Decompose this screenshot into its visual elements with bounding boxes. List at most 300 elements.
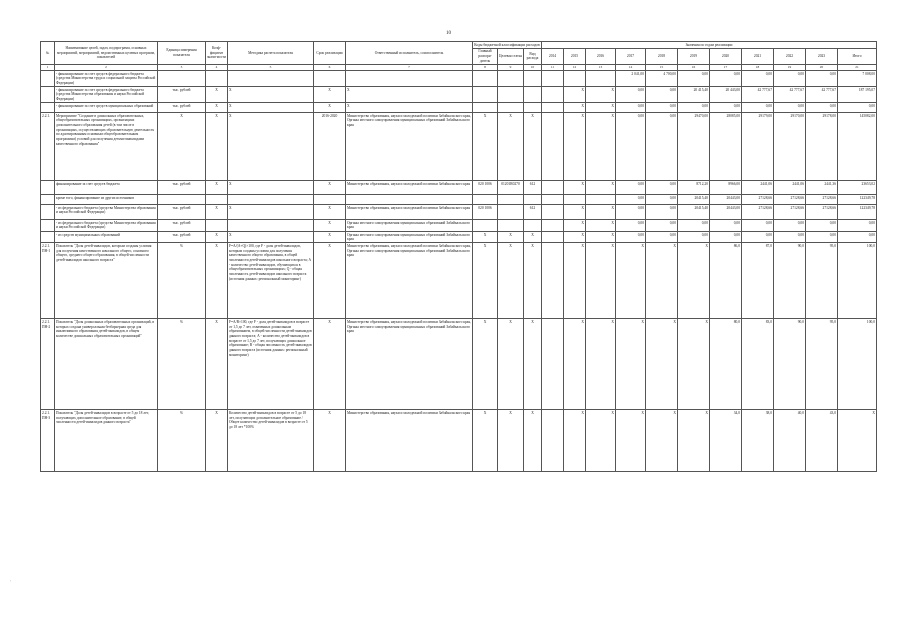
row-year-value: 95,0 xyxy=(806,319,838,410)
row-number xyxy=(41,195,55,205)
row-budget-vr: Х xyxy=(524,232,542,243)
row-year-value xyxy=(542,243,564,319)
column-number: 20 xyxy=(806,64,838,70)
row-year-value: 0,00 xyxy=(616,232,646,243)
row-method xyxy=(228,220,314,232)
row-year-value: 20 443,00 xyxy=(710,87,742,103)
header-year: 2019 xyxy=(678,48,710,64)
header-year: 2022 xyxy=(774,48,806,64)
row-period: Х xyxy=(314,220,346,232)
row-year-value: Х xyxy=(616,243,646,319)
row-name: Мероприятие "Создание в дошкольных образовательных, общеобразовательных организациях, организациях дополнительного образования детей (в том числе в организациях, осуществляющих образовательную деятельность по адаптированным основным общеобразовательным программам) условий для получения детьми-инвалидами качественного образования" xyxy=(55,113,158,181)
row-executor: Министерство образования, науки и молодежной политики Забайкальского края, Органы местного самоуправления муниципальных образований Забайкальского края xyxy=(346,113,473,181)
row-year-value: 0,00 xyxy=(646,87,678,103)
column-number: 17 xyxy=(710,64,742,70)
header-total: Итого xyxy=(838,48,877,64)
column-number: 19 xyxy=(774,64,806,70)
header-method: Методика расчета показателя xyxy=(228,42,314,65)
row-method: Х xyxy=(228,181,314,195)
row-budget-vr xyxy=(524,71,542,87)
row-method: Количество детей-инвалидов в возрасте от 5 до 18 лет, получающих дополнительное образование / Общее количество детей-инвалидов в возрасте от 5 до 18 лет *100% xyxy=(228,410,314,472)
header-executor: Ответственный исполнитель, соисполнитель xyxy=(346,42,473,65)
table-row xyxy=(41,113,877,181)
row-budget-gr: 020 1006 xyxy=(473,205,498,220)
row-year-value xyxy=(542,181,564,195)
table-row xyxy=(41,103,877,113)
row-year-value xyxy=(542,103,564,113)
row-year-value: 80,0 xyxy=(710,319,742,410)
row-method: F=A/(A+Q)×100, где F - доля детей-инвалидов, которым созданы условия для получения качественного общего образования, в общей численности детей-инвалидов школьного возраста; А - количество детей-инвалидов, обучающихся в общеобразовательных организациях; Q - общая численность детей-инвалидов школьного возраста (источник данных: региональный мониторинг) xyxy=(228,243,314,319)
row-year-value xyxy=(542,195,564,205)
row-year-value: 27128,66 xyxy=(806,205,838,220)
row-year-value xyxy=(542,205,564,220)
header-year: 2020 xyxy=(710,48,742,64)
row-coef xyxy=(206,220,228,232)
row-year-value: 87,0 xyxy=(742,243,774,319)
row-budget-ts xyxy=(498,205,524,220)
column-number: 2 xyxy=(55,64,158,70)
row-unit: тыс. рублей xyxy=(158,87,206,103)
header-budget-col: Главный распоря-дитель xyxy=(473,48,498,64)
column-number: 7 xyxy=(346,64,473,70)
row-total: 0,00 xyxy=(838,232,877,243)
table-body xyxy=(41,71,877,472)
row-name: финансирование за счет средств бюджета xyxy=(55,181,158,195)
row-year-value: 27128,66 xyxy=(806,195,838,205)
row-year-value: 0,00 xyxy=(774,103,806,113)
row-total: Х xyxy=(838,410,877,472)
row-coef: Х xyxy=(206,205,228,220)
row-year-value: 20415,40 xyxy=(678,205,710,220)
row-year-value: 0,00 xyxy=(774,71,806,87)
row-year-value: Х xyxy=(586,410,616,472)
table-row xyxy=(41,71,877,87)
row-period: Х xyxy=(314,181,346,195)
row-year-value: 20443,00 xyxy=(710,205,742,220)
row-year-value: Х xyxy=(586,181,616,195)
row-year-value xyxy=(542,319,564,410)
row-year-value: Х xyxy=(586,243,616,319)
row-year-value xyxy=(542,113,564,181)
row-unit: тыс. рублей xyxy=(158,103,206,113)
row-executor: Органы местного самоуправления муниципальных образований Забайкальского края xyxy=(346,220,473,232)
page-number: 10 xyxy=(446,31,451,36)
row-method xyxy=(228,195,314,205)
row-year-value xyxy=(542,232,564,243)
row-budget-vr xyxy=(524,220,542,232)
row-year-value: Х xyxy=(586,232,616,243)
header-year: 2018 xyxy=(646,48,678,64)
row-year-value: Х xyxy=(586,220,616,232)
row-year-value: 20443,00 xyxy=(710,195,742,205)
row-method: F=A/B×100, где F - доля детей-инвалидов в возрасте от 1,5 до 7 лет, охваченных дошкольным образованием, в общей численности детей-инвалидов данного возраста; А - количество детей-инвалидов в возрасте от 1,5 до 7 лет, получающих дошкольное образование; В - общая численность детей-инвалидов данного возраста (источник данных: региональный мониторинг) xyxy=(228,319,314,410)
row-year-value: 0,00 xyxy=(774,220,806,232)
row-name: Показатель "Доля детей-инвалидов в возрасте от 5 до 18 лет, получающих дополнительное образование, в общей численности детей-инвалидов данного возраста" xyxy=(55,410,158,472)
row-year-value: 42 777,67 xyxy=(742,87,774,103)
row-year-value: Х xyxy=(678,243,710,319)
header-name: Наименование целей, задач, подпрограмм, основных мероприятий, мероприятий, ведомственных целевых программ, показателей xyxy=(55,42,158,65)
table-row xyxy=(41,232,877,243)
row-year-value: 0,00 xyxy=(742,103,774,113)
row-unit xyxy=(158,195,206,205)
row-number xyxy=(41,181,55,195)
column-number: 1 xyxy=(41,64,55,70)
row-coef: Х xyxy=(206,319,228,410)
row-year-value: 29178,00 xyxy=(806,113,838,181)
row-year-value: Х xyxy=(586,103,616,113)
row-year-value: 0,00 xyxy=(646,195,678,205)
row-year-value: 0,00 xyxy=(678,232,710,243)
row-method: Х xyxy=(228,205,314,220)
row-year-value: 86,0 xyxy=(710,243,742,319)
row-budget-gr: Х xyxy=(473,113,498,181)
row-year-value: 20 415,40 xyxy=(678,87,710,103)
program-table xyxy=(40,41,877,472)
row-budget-vr: Х xyxy=(524,410,542,472)
row-year-value: 42 777,67 xyxy=(774,87,806,103)
row-year-value: 0,00 xyxy=(646,103,678,113)
column-number: 11 xyxy=(542,64,564,70)
row-unit: тыс. рублей xyxy=(158,220,206,232)
row-year-value: 0,00 xyxy=(616,195,646,205)
row-year-value: 0,00 xyxy=(616,87,646,103)
row-year-value: Х xyxy=(586,87,616,103)
row-year-value xyxy=(586,71,616,87)
row-budget-ts: Х xyxy=(498,410,524,472)
row-period xyxy=(314,71,346,87)
row-total: 187 195,07 xyxy=(838,87,877,103)
row-total: 0,00 xyxy=(838,220,877,232)
row-period xyxy=(314,195,346,205)
row-year-value: 0,00 xyxy=(710,232,742,243)
row-period: 2016-2020 xyxy=(314,113,346,181)
column-number: 6 xyxy=(314,64,346,70)
row-year-value xyxy=(586,195,616,205)
row-year-value: 0,00 xyxy=(806,71,838,87)
row-year-value: 2441,36 xyxy=(806,181,838,195)
row-total: 100,0 xyxy=(838,319,877,410)
row-year-value: Х xyxy=(564,319,586,410)
row-coef: Х xyxy=(206,87,228,103)
row-total: 23653,02 xyxy=(838,181,877,195)
header-unit: Единица измерения показателя xyxy=(158,42,206,65)
row-budget-gr: 020 1006 xyxy=(473,181,498,195)
row-number xyxy=(41,220,55,232)
row-year-value: 0,00 xyxy=(678,71,710,87)
row-year-value: 90,0 xyxy=(774,243,806,319)
row-year-value: 43,0 xyxy=(806,410,838,472)
row-year-value: 0,00 xyxy=(616,103,646,113)
row-year-value: Х xyxy=(646,410,678,472)
row-year-value: 28085,00 xyxy=(710,113,742,181)
row-budget-vr: Х xyxy=(524,319,542,410)
row-method: Х xyxy=(228,87,314,103)
row-year-value: 27128,66 xyxy=(774,195,806,205)
row-year-value: 0,00 xyxy=(646,113,678,181)
row-year-value: 34,0 xyxy=(710,410,742,472)
header-values-group: Значения по годам реализации xyxy=(542,42,877,49)
row-total: 100,0 xyxy=(838,243,877,319)
row-number: 2.2.1. ПН-1 xyxy=(41,243,55,319)
row-year-value: Х xyxy=(564,205,586,220)
header-year: 2015 xyxy=(564,48,586,64)
row-year-value: 0,00 xyxy=(742,71,774,87)
header-budget-group: Коды бюджетной классификации расходов xyxy=(474,42,540,47)
row-executor: Министерство образования, науки и молодежной политики Забайкальского края xyxy=(346,205,473,220)
row-executor: Х xyxy=(346,103,473,113)
row-year-value: 2441,06 xyxy=(742,181,774,195)
column-number: 15 xyxy=(646,64,678,70)
row-year-value: Х xyxy=(586,205,616,220)
column-number: 21 xyxy=(838,64,877,70)
row-coef xyxy=(206,195,228,205)
row-executor: Министерство образования, науки и молодежной политики Забайкальского края xyxy=(346,410,473,472)
row-budget-vr: Х xyxy=(524,243,542,319)
row-coef: Х xyxy=(206,113,228,181)
table-row xyxy=(41,319,877,410)
row-coef: Х xyxy=(206,103,228,113)
row-budget-ts xyxy=(498,71,524,87)
row-number: 2.2.1. xyxy=(41,113,55,181)
row-number xyxy=(41,103,55,113)
row-year-value: 0,00 xyxy=(616,181,646,195)
row-number: 2.2.1. ПН-2 xyxy=(41,319,55,410)
row-year-value: Х xyxy=(564,232,586,243)
row-budget-ts: Х xyxy=(498,243,524,319)
row-coef: Х xyxy=(206,232,228,243)
row-name: - финансирование за счет средств федерального бюджета (средства Министерства труда и социальной защиты Российской Федерации) xyxy=(55,71,158,87)
row-budget-ts: Х xyxy=(498,113,524,181)
row-year-value: Х xyxy=(646,319,678,410)
row-unit: % xyxy=(158,243,206,319)
row-budget-ts xyxy=(498,103,524,113)
row-executor xyxy=(346,71,473,87)
row-method: Х xyxy=(228,113,314,181)
row-total: 7 008,00 xyxy=(838,71,877,87)
row-budget-vr: 612 xyxy=(524,205,542,220)
row-coef xyxy=(206,71,228,87)
corner-mark: , xyxy=(10,577,11,582)
row-year-value: 40,0 xyxy=(774,410,806,472)
row-year-value: Х xyxy=(616,410,646,472)
row-year-value xyxy=(564,71,586,87)
row-budget-gr xyxy=(473,87,498,103)
row-year-value: 95,0 xyxy=(806,243,838,319)
row-year-value: Х xyxy=(564,87,586,103)
row-budget-ts xyxy=(498,220,524,232)
table-row xyxy=(41,181,877,195)
row-year-value: Х xyxy=(564,243,586,319)
row-year-value: Х xyxy=(616,319,646,410)
row-budget-gr xyxy=(473,103,498,113)
row-year-value: Х xyxy=(586,113,616,181)
row-budget-vr xyxy=(524,103,542,113)
row-year-value: 27128,66 xyxy=(742,195,774,205)
row-year-value: 0,00 xyxy=(678,220,710,232)
row-year-value: 0,00 xyxy=(710,71,742,87)
column-number: 10 xyxy=(524,64,542,70)
row-year-value: 0,00 xyxy=(742,220,774,232)
row-unit: тыс. рублей xyxy=(158,181,206,195)
row-name: - из федерального бюджета (средства Министерства образования и науки Российской Федерации) xyxy=(55,220,158,232)
row-budget-vr: Х xyxy=(524,113,542,181)
row-year-value: Х xyxy=(586,319,616,410)
row-period: Х xyxy=(314,232,346,243)
header-row-1 xyxy=(41,42,877,49)
row-year-value: 0,00 xyxy=(742,232,774,243)
row-name: Показатель "Доля детей-инвалидов, которым созданы условия для получения качественного начального общего, основного общего, среднего общего образования, в общей численности детей-инвалидов школьного возраста" xyxy=(55,243,158,319)
row-year-value: Х xyxy=(678,410,710,472)
row-year-value: 8712,20 xyxy=(678,181,710,195)
row-budget-vr xyxy=(524,195,542,205)
row-total: 145082,00 xyxy=(838,113,877,181)
row-name: - финансирование за счет средств муниципальных образований xyxy=(55,103,158,113)
row-budget-vr xyxy=(524,87,542,103)
row-year-value: Х xyxy=(678,319,710,410)
row-year-value: 2441,06 xyxy=(774,181,806,195)
table-row xyxy=(41,410,877,472)
column-number: 13 xyxy=(586,64,616,70)
row-year-value: Х xyxy=(564,220,586,232)
header-year: 2016 xyxy=(586,48,616,64)
row-year-value: Х xyxy=(564,181,586,195)
row-total: 0,00 xyxy=(838,103,877,113)
row-year-value: Х xyxy=(564,410,586,472)
header-year: 2014 xyxy=(542,48,564,64)
row-unit: Х xyxy=(158,113,206,181)
row-name: - из федерального бюджета (средства Министерства образования и науки Российской Федерации) xyxy=(55,205,158,220)
table-row xyxy=(41,195,877,205)
table-row xyxy=(41,87,877,103)
column-number: 9 xyxy=(498,64,524,70)
row-name: Показатель "Доля дошкольных образовательных организаций, в которых создана универсальная безбарьерная среда для инклюзивного образования детей-инвалидов, в общем количестве дошкольных образовательных организаций" xyxy=(55,319,158,410)
row-executor: Министерство образования, науки и молодежной политики Забайкальского края, Органы местного самоуправления муниципальных образований Забайкальского края xyxy=(346,243,473,319)
row-unit: тыс. рублей xyxy=(158,205,206,220)
row-year-value: 90,0 xyxy=(774,319,806,410)
row-name: - из средств муниципальных образований xyxy=(55,232,158,243)
header-period: Срок реализации xyxy=(314,42,346,65)
row-budget-gr: Х xyxy=(473,319,498,410)
row-year-value: 4 700,00 xyxy=(646,71,678,87)
row-number xyxy=(41,232,55,243)
row-unit xyxy=(158,71,206,87)
row-budget-ts xyxy=(498,195,524,205)
row-method: Х xyxy=(228,232,314,243)
row-year-value: 0,00 xyxy=(646,205,678,220)
table-row xyxy=(41,220,877,232)
row-year-value: Х xyxy=(564,113,586,181)
row-year-value: 0,00 xyxy=(646,232,678,243)
row-year-value xyxy=(542,410,564,472)
table-row xyxy=(41,205,877,220)
row-period: Х xyxy=(314,410,346,472)
row-total: 122349,78 xyxy=(838,205,877,220)
row-year-value: 27128,66 xyxy=(742,205,774,220)
row-year-value: 0,00 xyxy=(646,181,678,195)
row-year-value: 29470,00 xyxy=(678,113,710,181)
column-number: 3 xyxy=(158,64,206,70)
column-number: 8 xyxy=(473,64,498,70)
row-year-value: Х xyxy=(646,243,678,319)
column-number: 18 xyxy=(742,64,774,70)
row-budget-gr: Х xyxy=(473,410,498,472)
row-year-value: 0,00 xyxy=(616,205,646,220)
column-number: 14 xyxy=(616,64,646,70)
row-period: Х xyxy=(314,243,346,319)
row-year-value: 0,00 xyxy=(646,220,678,232)
column-number: 16 xyxy=(678,64,710,70)
row-unit: тыс. рублей xyxy=(158,232,206,243)
row-year-value: 29179,00 xyxy=(742,113,774,181)
row-year-value: 0,00 xyxy=(806,232,838,243)
row-year-value: 0,00 xyxy=(710,220,742,232)
table-row xyxy=(41,243,877,319)
column-number: 4 xyxy=(206,64,228,70)
row-year-value: 0,00 xyxy=(806,103,838,113)
row-year-value: 29170,00 xyxy=(774,113,806,181)
row-year-value: 0,00 xyxy=(616,220,646,232)
row-year-value: 38,0 xyxy=(742,410,774,472)
row-coef: Х xyxy=(206,243,228,319)
row-year-value: 8966,00 xyxy=(710,181,742,195)
header-budget-col: Вид расхода xyxy=(524,48,542,64)
row-total: 122349,78 xyxy=(838,195,877,205)
row-number: 2.2.1. ПН-3 xyxy=(41,410,55,472)
column-number: 5 xyxy=(228,64,314,70)
row-coef: Х xyxy=(206,410,228,472)
row-executor: Министерство образования, науки и молодежной политики Забайкальского края xyxy=(346,181,473,195)
row-year-value: 2 041,00 xyxy=(616,71,646,87)
row-year-value: 0,00 xyxy=(774,232,806,243)
header-num: № xyxy=(41,42,55,65)
row-budget-ts: Х xyxy=(498,232,524,243)
row-year-value: 27128,66 xyxy=(774,205,806,220)
row-budget-ts xyxy=(498,87,524,103)
row-period: Х xyxy=(314,103,346,113)
row-name: - финансирование за счет средств федерального бюджета (средства Министерства образования и науки Российской Федерации) xyxy=(55,87,158,103)
header-budget-col: Целевая статья xyxy=(498,48,524,64)
row-budget-gr xyxy=(473,71,498,87)
row-year-value xyxy=(542,87,564,103)
row-year-value: Х xyxy=(564,103,586,113)
row-year-value: 20415,40 xyxy=(678,195,710,205)
row-executor: Органы местного самоуправления муниципальных образований Забайкальского края xyxy=(346,232,473,243)
row-period: Х xyxy=(314,87,346,103)
column-number: 12 xyxy=(564,64,586,70)
row-year-value: 0,00 xyxy=(710,103,742,113)
row-year-value: 0,00 xyxy=(678,103,710,113)
row-name: кроме того, финансирование из других источников xyxy=(55,195,158,205)
row-unit: % xyxy=(158,410,206,472)
row-year-value: 0,00 xyxy=(616,113,646,181)
row-method xyxy=(228,71,314,87)
row-year-value xyxy=(542,71,564,87)
row-executor xyxy=(346,195,473,205)
row-year-value xyxy=(564,195,586,205)
row-unit: % xyxy=(158,319,206,410)
row-budget-gr: Х xyxy=(473,243,498,319)
row-period: Х xyxy=(314,319,346,410)
row-year-value: 42 777,67 xyxy=(806,87,838,103)
header-year: 2017 xyxy=(616,48,646,64)
header-year: 2023 xyxy=(806,48,838,64)
row-budget-gr xyxy=(473,220,498,232)
row-executor: Министерство образования, науки и молодежной политики Забайкальского края, Органы местного самоуправления муниципальных образований Забайкальского края xyxy=(346,319,473,410)
header-coef: Коэф-фициент значи-мости xyxy=(206,42,228,65)
row-method: Х xyxy=(228,103,314,113)
row-budget-gr xyxy=(473,195,498,205)
row-executor: Х xyxy=(346,87,473,103)
